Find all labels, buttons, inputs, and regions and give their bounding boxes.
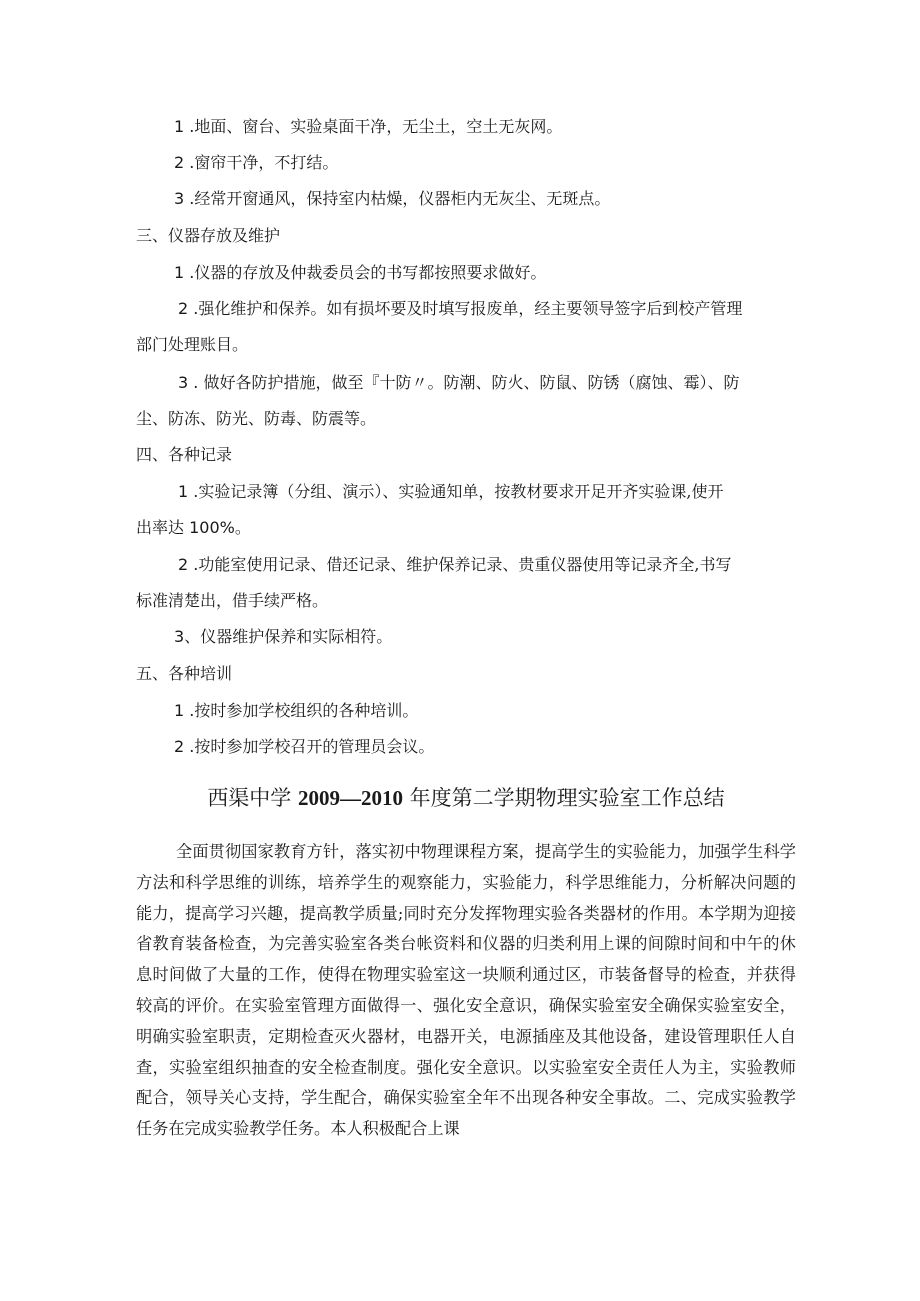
list-item-continuation: 出率达 100%。 <box>136 518 251 537</box>
section-heading: 五、各种培训 <box>136 664 233 683</box>
list-item: 2 .强化维护和保养。如有损坏要及时填写报废单，经主要领导签字后到校产管理 <box>178 299 743 318</box>
list-item-continuation: 标准清楚出，借手续严格。 <box>136 591 329 610</box>
list-item: 1 .地面、窗台、实验桌面干净，无尘土，空土无灰网。 <box>174 117 563 136</box>
list-item: 3 . 做好各防护措施，做至『十防〃。防潮、防火、防鼠、防锈（腐蚀、霉）、防 <box>178 373 740 392</box>
list-item: 2 .按时参加学校召开的管理员会议。 <box>174 737 435 756</box>
list-item-continuation: 部门处理账目。 <box>136 335 249 354</box>
list-item: 3 .经常开窗通风，保持室内枯燥，仪器柜内无灰尘、无斑点。 <box>174 189 611 208</box>
summary-paragraph: 全面贯彻国家教育方针，落实初中物理课程方案，提高学生的实验能力，加强学生科学方法和科学思维的训练，培养学生的观察能力，实验能力，科学思维能力，分析解决问题的能力，提高学习兴趣，提高教学质量;同时充分发挥物理实验各类器材的作用。本学期为迎接省教育装备检查，为完善实验室各类台帐资料和仪器的归类利用上课的间隙时间和中午的休息时间做了大量的工作，使得在物理实验室这一块顺利通过区，市装备督导的检查，并获得较高的评价。在实验室管理方面做得一、强化安全意识，确保实验室安全确保实验室安全，明确实验室职责，定期检查灭火器材，电器开关，电源插座及其他设备，建设管理职任人自查，实验室组织抽查的安全检查制度。强化安全意识。以实验室安全责任人为主，实验教师配合，领导关心支持，学生配合，确保实验室全年不出现各种安全事故。二、完成实验教学任务在完成实验教学任务。本人积极配合上课 <box>136 842 796 1139</box>
list-item: 1 .仪器的存放及仲裁委员会的书写都按照要求做好。 <box>174 263 547 282</box>
list-item-continuation: 尘、防冻、防光、防毒、防震等。 <box>136 409 377 428</box>
section-heading: 三、仪器存放及维护 <box>136 226 281 245</box>
list-item: 1 .按时参加学校组织的各种培训。 <box>174 701 419 720</box>
list-item: 3、仪器维护保养和实际相符。 <box>174 627 393 646</box>
list-item: 2 .功能室使用记录、借还记录、维护保养记录、贵重仪器使用等记录齐全,书写 <box>178 555 732 574</box>
list-item: 1 .实验记录簿（分组、演示）、实验通知单，按教材要求开足开齐实验课,使开 <box>178 482 724 501</box>
list-item: 2 .窗帘干净，不打结。 <box>174 153 339 172</box>
document-title: 西渠中学 2009—2010 年度第二学期物理实验室工作总结 <box>207 786 725 810</box>
section-heading: 四、各种记录 <box>136 445 233 464</box>
